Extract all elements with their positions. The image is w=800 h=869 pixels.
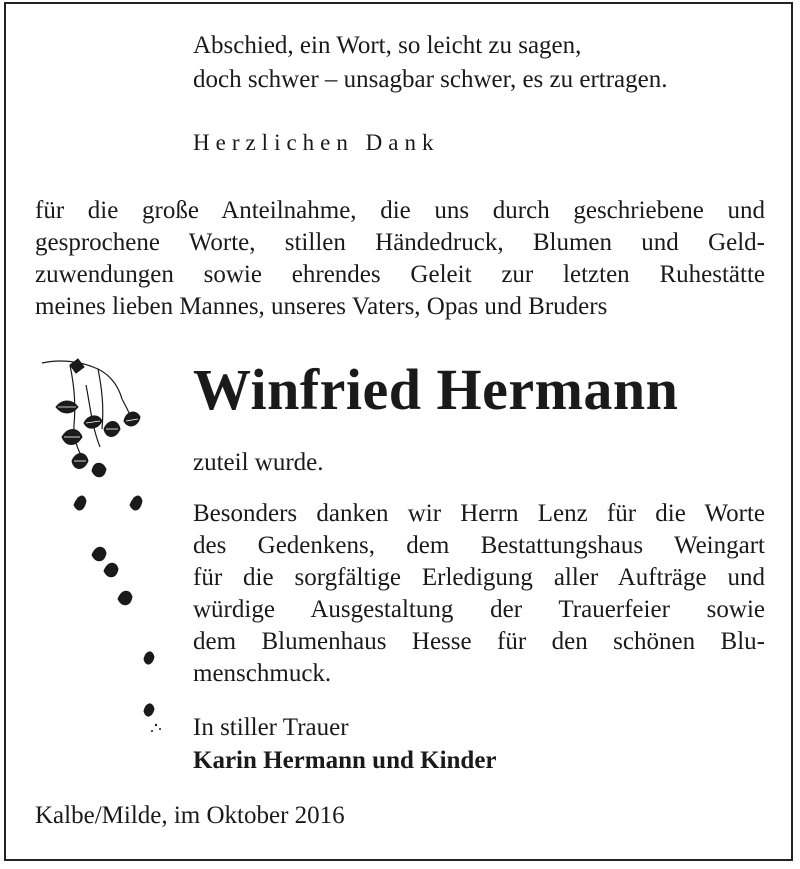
thanks-line-5: dem Blumenhaus Hesse für den schönen Blu- [193, 628, 765, 655]
thanks-line-1: Besonders danken wir Herrn Lenz für die Worte [193, 500, 765, 527]
signature-names: Karin Hermann und Kinder [193, 747, 497, 774]
signature-intro: In stiller Trauer [193, 714, 349, 741]
intro-text [35, 195, 765, 323]
poem-line-1: Abschied, ein Wort, so leicht zu sagen, [193, 32, 582, 59]
intro-line-3: zuwendungen sowie ehrendes Geleit zur letzten Ruhestätte [35, 261, 765, 288]
thanks-line-3: für die sorgfältige Erledigung aller Aufträge und [193, 564, 765, 591]
thanks-text [193, 498, 765, 690]
poem-line-2: doch schwer – unsagbar schwer, es zu ertragen. [193, 66, 668, 93]
zuteil-text: zuteil wurde. [193, 449, 324, 476]
thanks-line-2: des Gedenkens, dem Bestattungshaus Weingart [193, 532, 765, 559]
thanks-line-6: menschmuck. [193, 660, 332, 687]
thanks-line-4: würdige Ausgestaltung der Trauerfeier sowie [193, 596, 765, 623]
deceased-name: Winfried Hermann [193, 357, 679, 422]
place-date: Kalbe/Milde, im Oktober 2016 [35, 802, 345, 829]
heading-thanks: Herzlichen Dank [193, 130, 440, 155]
intro-line-4: meines lieben Mannes, unseres Vaters, Opas und Bruders [35, 293, 608, 320]
intro-line-1: für die große Anteilnahme, die uns durch geschriebene und [35, 197, 765, 224]
intro-line-2: gesprochene Worte, stillen Händedruck, Blumen und Geld- [35, 229, 765, 256]
falling-leaves-icon [40, 355, 170, 755]
